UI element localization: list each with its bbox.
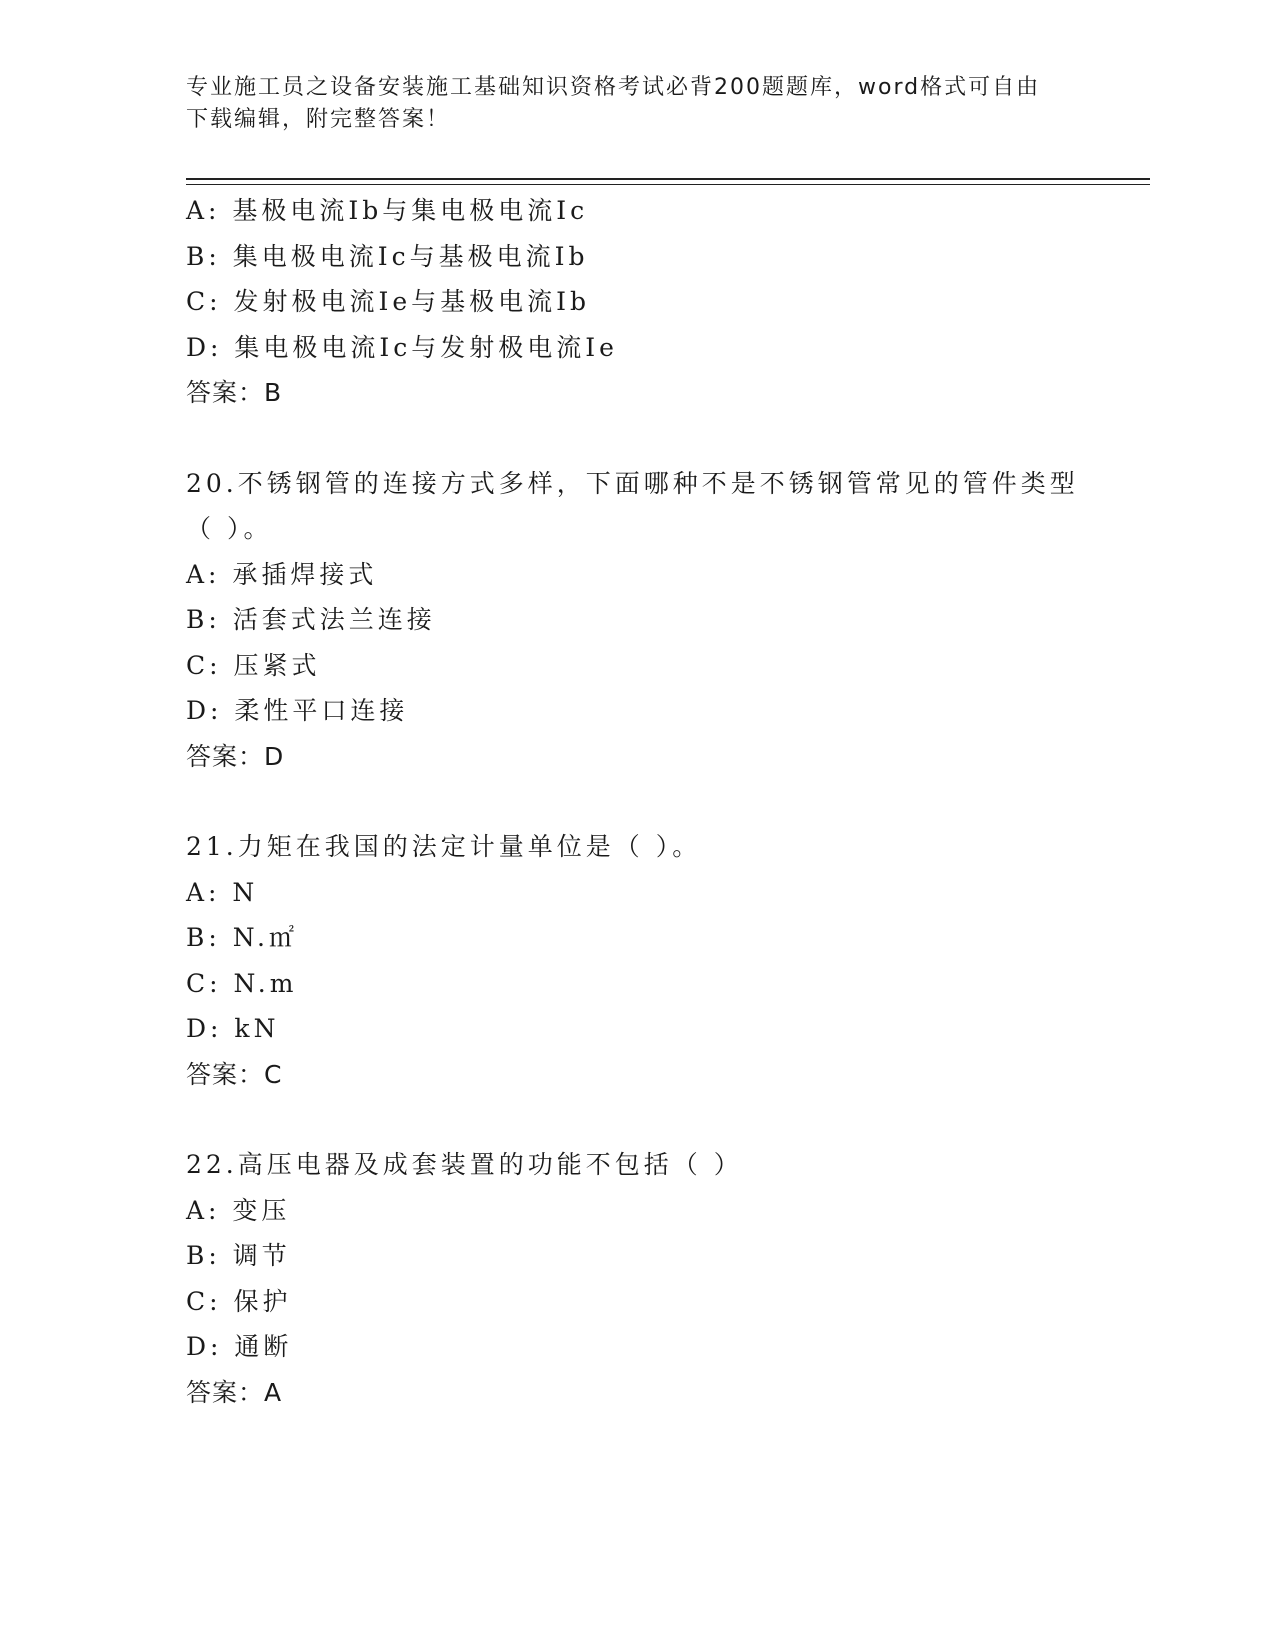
answer: 答案：D <box>186 741 285 771</box>
option-d: D: 柔性平口连接 <box>186 696 409 725</box>
option-a: A: N <box>186 877 259 907</box>
document-header <box>186 72 1086 136</box>
question-22 <box>186 1142 1086 1415</box>
header-divider-thin <box>186 184 1150 185</box>
header-divider-thick <box>186 178 1150 180</box>
spacer <box>186 1097 1086 1142</box>
question-text: 22.高压电器及成套装置的功能不包括（ ） <box>186 1150 743 1179</box>
option-d: D: kN <box>186 1014 280 1043</box>
option-d: D: 集电极电流Ic与发射极电流Ie <box>186 332 618 362</box>
question-text: 20.不锈钢管的连接方式多样，下面哪种不是不锈钢管常见的管件类型 <box>186 468 1079 498</box>
answer: 答案：A <box>186 1377 283 1407</box>
question-text-continued: （ ）。 <box>186 514 273 543</box>
question-text: 21.力矩在我国的法定计量单位是（ ）。 <box>186 832 702 861</box>
spacer <box>186 416 1086 461</box>
question-20 <box>186 461 1086 780</box>
option-c: C: 压紧式 <box>186 650 321 680</box>
option-b: B: N.㎡ <box>186 923 298 952</box>
option-a: A: 基极电流Ib与集电极电流Ic <box>186 196 589 225</box>
option-b: B: 调节 <box>186 1241 291 1270</box>
option-a: A: 变压 <box>186 1195 291 1225</box>
question-21 <box>186 824 1086 1097</box>
question-19 <box>186 188 1086 416</box>
option-b: B: 活套式法兰连接 <box>186 605 436 634</box>
header-line-2: 下载编辑，附完整答案！ <box>186 107 451 132</box>
option-b: B: 集电极电流Ic与基极电流Ib <box>186 241 589 271</box>
option-c: C: 保护 <box>186 1286 292 1316</box>
option-d: D: 通断 <box>186 1332 293 1361</box>
question-list <box>186 188 1086 1415</box>
header-line-1: 专业施工员之设备安装施工基础知识资格考试必背200题题库，word格式可自由 <box>186 75 1041 100</box>
option-a: A: 承插焊接式 <box>186 559 378 589</box>
spacer <box>186 779 1086 824</box>
option-c: C: N.m <box>186 968 298 998</box>
option-c: C: 发射极电流Ie与基极电流Ib <box>186 287 591 316</box>
answer: 答案：B <box>186 378 283 407</box>
answer: 答案：C <box>186 1059 283 1089</box>
